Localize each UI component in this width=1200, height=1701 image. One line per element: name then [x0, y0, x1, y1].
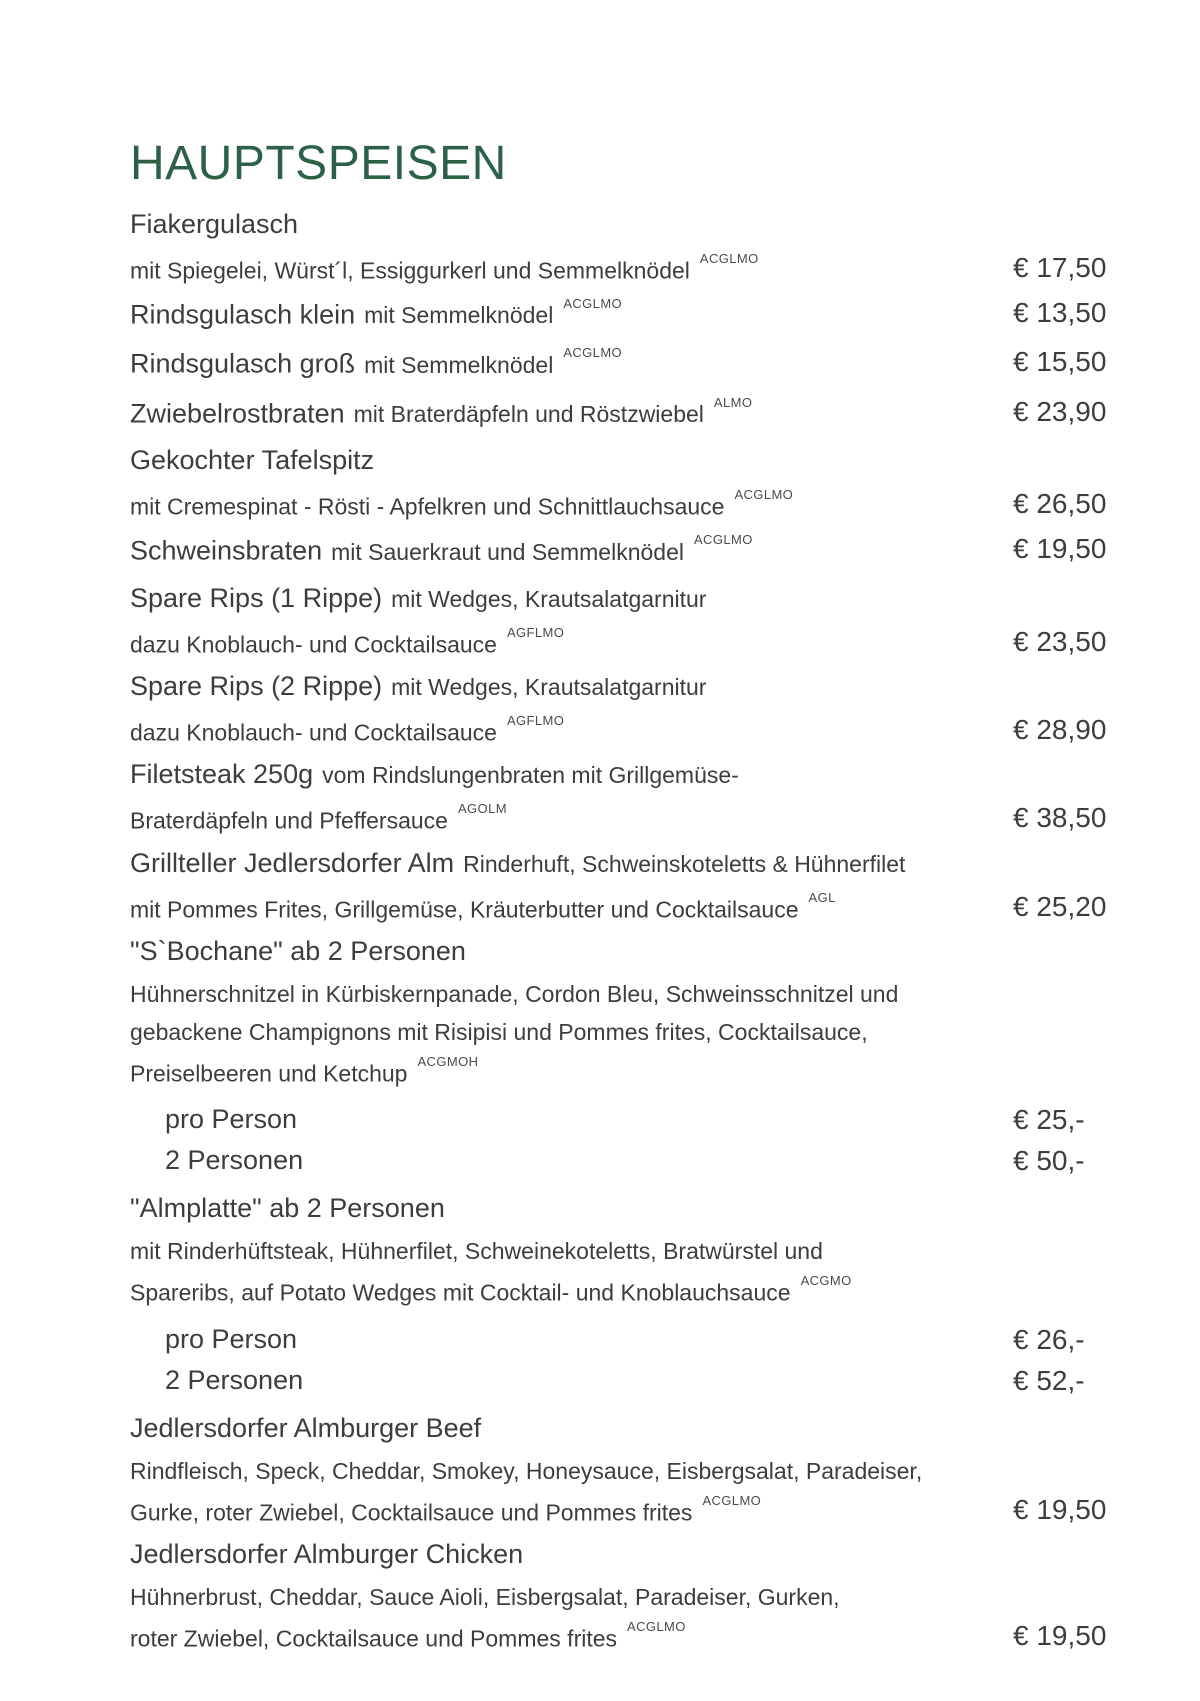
menu-item — [130, 665, 1120, 753]
allergen-code: AGFLMO — [506, 713, 565, 729]
item-name: Rindsgulasch klein — [130, 299, 356, 330]
item-desc-row — [130, 977, 1120, 1015]
item-name: "S`Bochane" ab 2 Personen — [130, 936, 466, 967]
option-price: € 50,- — [1013, 1145, 1085, 1177]
allergen-code: ACGLMO — [693, 532, 753, 548]
item-title-row — [130, 203, 1120, 250]
item-desc: Preiselbeeren und Ketchup — [130, 1060, 408, 1087]
item-price: € 15,50 — [1013, 346, 1107, 378]
item-price: € 23,50 — [1013, 625, 1107, 657]
option-label: pro Person — [165, 1104, 298, 1135]
item-price: € 23,90 — [1013, 395, 1107, 427]
option-price: € 25,- — [1013, 1104, 1085, 1136]
item-desc: mit Pommes Frites, Grillgemüse, Kräuterbutter und Cocktailsauce — [130, 896, 799, 923]
item-price: € 19,50 — [1013, 1620, 1107, 1652]
option-row — [130, 1362, 1120, 1403]
item-name: Spare Rips (1 Rippe) — [130, 582, 383, 613]
item-desc: dazu Knoblauch- und Cocktailsauce — [130, 719, 497, 746]
item-title-row — [130, 340, 1120, 389]
menu-item — [130, 340, 1120, 389]
item-desc: gebackene Champignons mit Risipisi und Pommes frites, Cocktailsauce, — [130, 1019, 868, 1046]
item-title-row — [130, 665, 1120, 712]
item-desc-row — [130, 1272, 1120, 1313]
item-desc-row — [130, 1492, 1120, 1533]
item-desc-row — [130, 1580, 1120, 1618]
item-desc: mit Rinderhüftsteak, Hühnerfilet, Schweinekoteletts, Bratwürstel und — [130, 1238, 823, 1265]
item-options — [130, 1101, 1120, 1183]
item-desc: mit Spiegelei, Würst´l, Essiggurkerl und Semmelknödel — [130, 257, 690, 284]
item-desc-row — [130, 889, 1120, 930]
item-desc: mit Cremespinat - Rösti - Apfelkren und Schnittlauchsauce — [130, 493, 725, 520]
item-price: € 25,20 — [1013, 890, 1107, 922]
menu-item — [130, 577, 1120, 665]
allergen-code: ACGLMO — [702, 1492, 762, 1508]
item-title-row — [130, 390, 1120, 439]
item-desc-row — [130, 800, 1120, 841]
menu-item — [130, 1407, 1120, 1533]
item-price: € 13,50 — [1013, 297, 1107, 329]
item-title-row — [130, 753, 1120, 800]
option-price: € 52,- — [1013, 1364, 1085, 1396]
item-desc: Spareribs, auf Potato Wedges mit Cocktail- und Knoblauchsauce — [130, 1279, 791, 1306]
item-title-row — [130, 842, 1120, 889]
item-title-row — [130, 439, 1120, 486]
item-desc: Hühnerschnitzel in Kürbiskernpanade, Cordon Bleu, Schweinsschnitzel und — [130, 981, 899, 1008]
menu-item — [130, 753, 1120, 841]
item-name-suffix: mit Wedges, Krautsalatgarnitur — [391, 585, 707, 612]
item-price: € 26,50 — [1013, 488, 1107, 520]
menu-item — [130, 1533, 1120, 1659]
menu-item — [130, 203, 1120, 291]
item-desc: Braterdäpfeln und Pfeffersauce — [130, 807, 448, 834]
item-name-suffix: mit Braterdäpfeln und Röstzwiebel — [353, 401, 704, 428]
option-label: 2 Personen — [165, 1145, 304, 1176]
item-name-suffix: mit Sauerkraut und Semmelknödel — [331, 538, 684, 565]
menu-item — [130, 1187, 1120, 1402]
item-name: Schweinsbraten — [130, 535, 323, 566]
menu-item — [130, 390, 1120, 439]
allergen-code: ACGLMO — [699, 250, 759, 266]
option-row — [130, 1142, 1120, 1183]
item-desc-row — [130, 486, 1120, 527]
item-name: Grillteller Jedlersdorfer Alm — [130, 847, 455, 878]
menu-items — [130, 203, 1120, 1660]
item-desc-row — [130, 250, 1120, 291]
item-desc: roter Zwiebel, Cocktailsauce und Pommes frites — [130, 1625, 618, 1652]
allergen-code: ACGLMO — [563, 345, 623, 361]
item-desc-row — [130, 712, 1120, 753]
item-desc-row — [130, 1618, 1120, 1659]
item-price: € 19,50 — [1013, 1493, 1107, 1525]
item-name: Jedlersdorfer Almburger Beef — [130, 1412, 482, 1443]
item-desc: Hühnerbrust, Cheddar, Sauce Aioli, Eisbergsalat, Paradeiser, Gurken, — [130, 1584, 840, 1611]
menu-item — [130, 527, 1120, 576]
menu-item — [130, 291, 1120, 340]
allergen-code: ACGLMO — [563, 296, 623, 312]
allergen-code: AGFLMO — [506, 624, 565, 640]
item-name: Jedlersdorfer Almburger Chicken — [130, 1539, 524, 1570]
item-desc: dazu Knoblauch- und Cocktailsauce — [130, 631, 497, 658]
item-title-row — [130, 291, 1120, 340]
item-title-row — [130, 527, 1120, 576]
item-desc-row — [130, 1454, 1120, 1492]
item-title-row — [130, 1407, 1120, 1454]
allergen-code: ACGLMO — [627, 1619, 686, 1635]
item-title-row — [130, 1533, 1120, 1580]
item-name: Zwiebelrostbraten — [130, 398, 345, 429]
item-name-suffix: mit Semmelknödel — [364, 351, 554, 378]
option-label: pro Person — [165, 1323, 298, 1354]
allergen-code: ALMO — [713, 394, 753, 410]
option-price: € 26,- — [1013, 1323, 1085, 1355]
item-desc-row — [130, 1015, 1120, 1053]
menu-item — [130, 842, 1120, 930]
item-name: Filetsteak 250g — [130, 759, 314, 790]
menu-item — [130, 930, 1120, 1183]
item-name-suffix: vom Rindslungenbraten mit Grillgemüse- — [322, 762, 739, 789]
item-desc: Rindfleisch, Speck, Cheddar, Smokey, Honeysauce, Eisbergsalat, Paradeiser, — [130, 1457, 923, 1484]
item-name: Fiakergulasch — [130, 208, 299, 239]
item-title-row — [130, 577, 1120, 624]
item-title-row — [130, 1187, 1120, 1234]
allergen-code: ACGMOH — [417, 1054, 479, 1070]
item-name: Spare Rips (2 Rippe) — [130, 671, 383, 702]
item-name: Rindsgulasch groß — [130, 348, 356, 379]
item-name-suffix: mit Wedges, Krautsalatgarnitur — [391, 674, 707, 701]
menu-content — [130, 138, 1120, 1659]
item-name: Gekochter Tafelspitz — [130, 445, 375, 476]
option-row — [130, 1101, 1120, 1142]
item-price: € 19,50 — [1013, 533, 1107, 565]
allergen-code: ACGMO — [800, 1273, 852, 1289]
menu-item — [130, 439, 1120, 527]
item-price: € 17,50 — [1013, 251, 1107, 283]
allergen-code: ACGLMO — [734, 487, 794, 503]
page-title: HAUPTSPEISEN — [130, 137, 507, 190]
item-desc-row — [130, 624, 1120, 665]
allergen-code: AGOLM — [457, 801, 507, 817]
item-name-suffix: Rinderhuft, Schweinskoteletts & Hühnerfilet — [463, 850, 906, 877]
item-price: € 28,90 — [1013, 714, 1107, 746]
option-row — [130, 1321, 1120, 1362]
item-title-row — [130, 930, 1120, 977]
item-price: € 38,50 — [1013, 802, 1107, 834]
item-name: "Almplatte" ab 2 Personen — [130, 1193, 445, 1224]
item-desc-row — [130, 1234, 1120, 1272]
item-options — [130, 1321, 1120, 1403]
allergen-code: AGL — [808, 889, 836, 905]
item-desc: Gurke, roter Zwiebel, Cocktailsauce und Pommes frites — [130, 1499, 693, 1526]
item-desc-row — [130, 1053, 1120, 1094]
option-label: 2 Personen — [165, 1364, 304, 1395]
item-name-suffix: mit Semmelknödel — [364, 302, 554, 329]
